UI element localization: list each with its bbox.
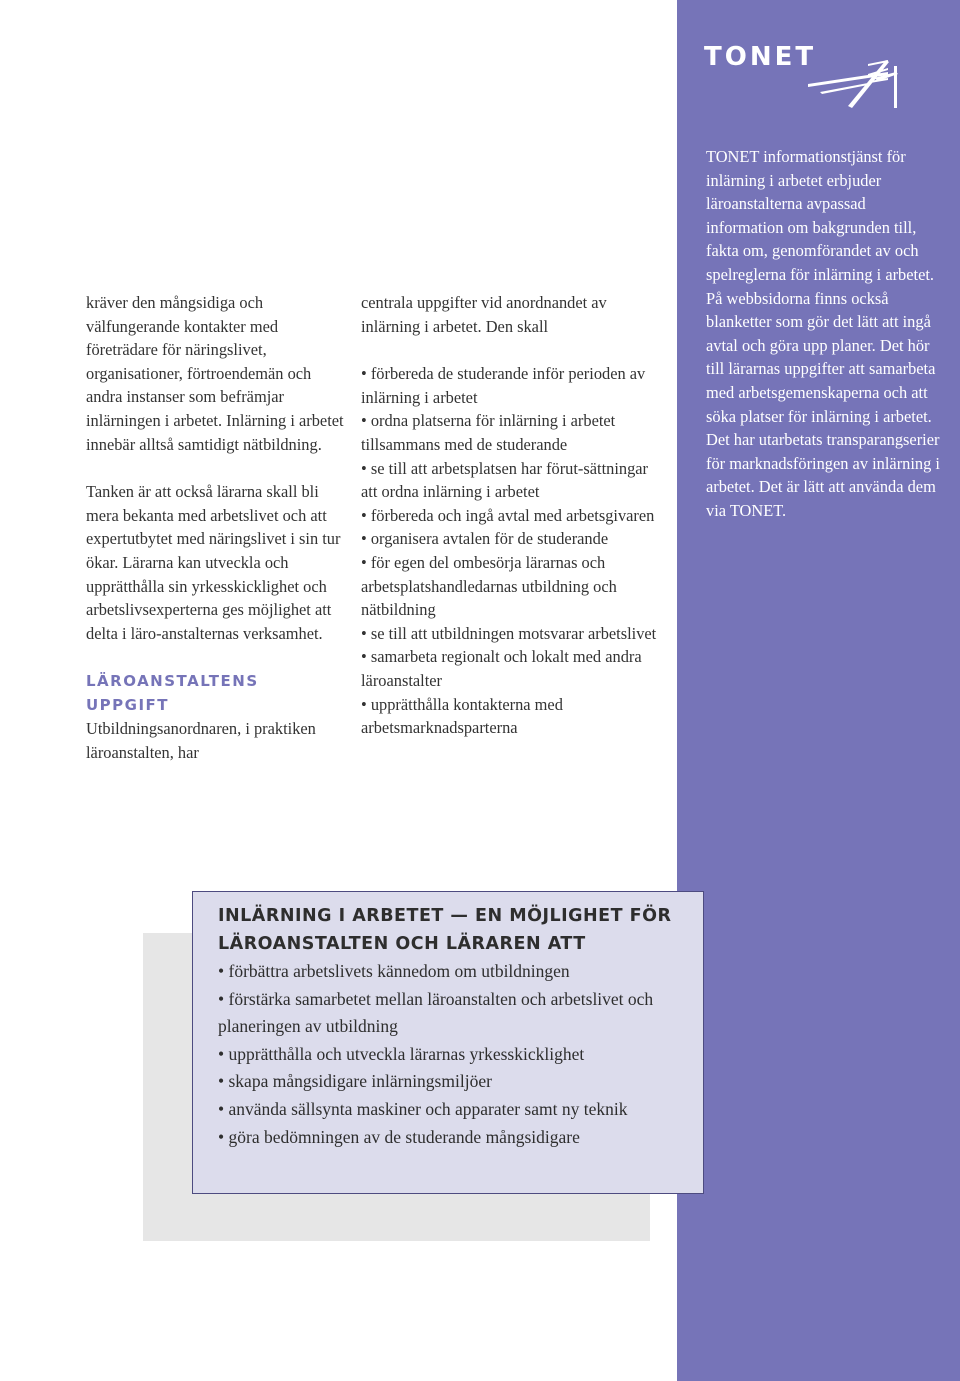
list-item: • förbättra arbetslivets kännedom om utbildningen: [218, 961, 570, 981]
list-item: • skapa mångsidigare inlärningsmiljöer: [218, 1071, 492, 1092]
list-item: • ordna platserna för inlärning i arbetet tillsammans med de studerande: [361, 411, 616, 454]
list-item: • se till att utbildningen motsvarar arbetslivet: [361, 623, 657, 643]
tasks-list: [361, 362, 661, 740]
list-item: • förstärka samarbetet mellan läroanstalten och arbetslivet och planeringen av utbildning: [218, 988, 654, 1037]
sidebar-info-text: [706, 145, 941, 523]
list-item: • samarbeta regionalt och lokalt med andra läroanstalter: [361, 647, 642, 690]
tonet-logo-icon: [808, 50, 903, 108]
middle-column: [361, 291, 661, 740]
sidebar-paragraph: TONET informationstjänst för inlärning i arbetet erbjuder läroanstalterna avpassad information om bakgrunden till, fakta om, genomförandet av och spelreglerna för inlärning i arbetet. På webbsidorna finns också blanketter som gör det lätt att ingå avtal och göra upp planer. Det hör till lärarnas uppgifter att samarbeta med arbetsgemenskaperna och att söka platser för inlärning i arbetet. Det har utarbetats transparangserier för marknadsföringen av inlärning i arbetet. Det är lätt att använda dem via TONET.: [706, 147, 940, 520]
list-item: • förbereda de studerande inför perioden av inlärning i arbetet: [361, 364, 646, 407]
list-item: • upprätthålla kontakterna med arbetsmarknadsparterna: [361, 694, 563, 738]
paragraph-1: kräver den mångsidiga och välfungerande kontakter med företrädare för näringslivet, organisationer, förtroendemän och andra instanser som befrämjar inlärningen i arbetet. Inlärning i arbetet innebär alltså samtidigt nätbildning.: [86, 293, 344, 454]
section-heading: LÄROANSTALTENS UPPGIFT: [86, 672, 259, 715]
column2-intro: centrala uppgifter vid anordnandet av inlärning i arbetet. Den skall: [361, 293, 607, 336]
logo-text: TONET: [704, 42, 817, 72]
tonet-logo: [700, 40, 910, 110]
list-item: • se till att arbetsplatsen har förut-sättningar att ordna inlärning i arbetet: [361, 458, 649, 502]
list-item: • förbereda och ingå avtal med arbetsgivaren: [361, 505, 655, 525]
list-item: • göra bedömningen av de studerande mångsidigare: [218, 1126, 580, 1147]
list-item: • organisera avtalen för de studerande: [361, 529, 609, 549]
highlight-box-content: [218, 902, 678, 1151]
box-title: INLÄRNING I ARBETET — EN MÖJLIGHET FÖR LÄROANSTALTEN OCH LÄRAREN ATT: [218, 906, 672, 954]
list-item: • för egen del ombesörja lärarnas och arbetsplatshandledarnas utbildning och nätbildning: [361, 552, 617, 620]
box-list: [218, 958, 678, 1151]
left-column: [86, 291, 346, 765]
paragraph-2: Tanken är att också lärarna skall bli mera bekanta med arbetslivet och att expertutbytet med näringslivet i sin tur ökar. Lärarna kan utveckla och upprätthålla sin yrkesskicklighet och arbetslivsexperterna ges möjlighet att delta i läro-anstalternas verksamhet.: [86, 482, 341, 643]
list-item: • använda sällsynta maskiner och apparater samt ny teknik: [218, 1098, 628, 1119]
paragraph-3: Utbildningsanordnaren, i praktiken läroanstalten, har: [86, 719, 316, 762]
list-item: • upprätthålla och utveckla lärarnas yrkesskicklighet: [218, 1043, 585, 1064]
